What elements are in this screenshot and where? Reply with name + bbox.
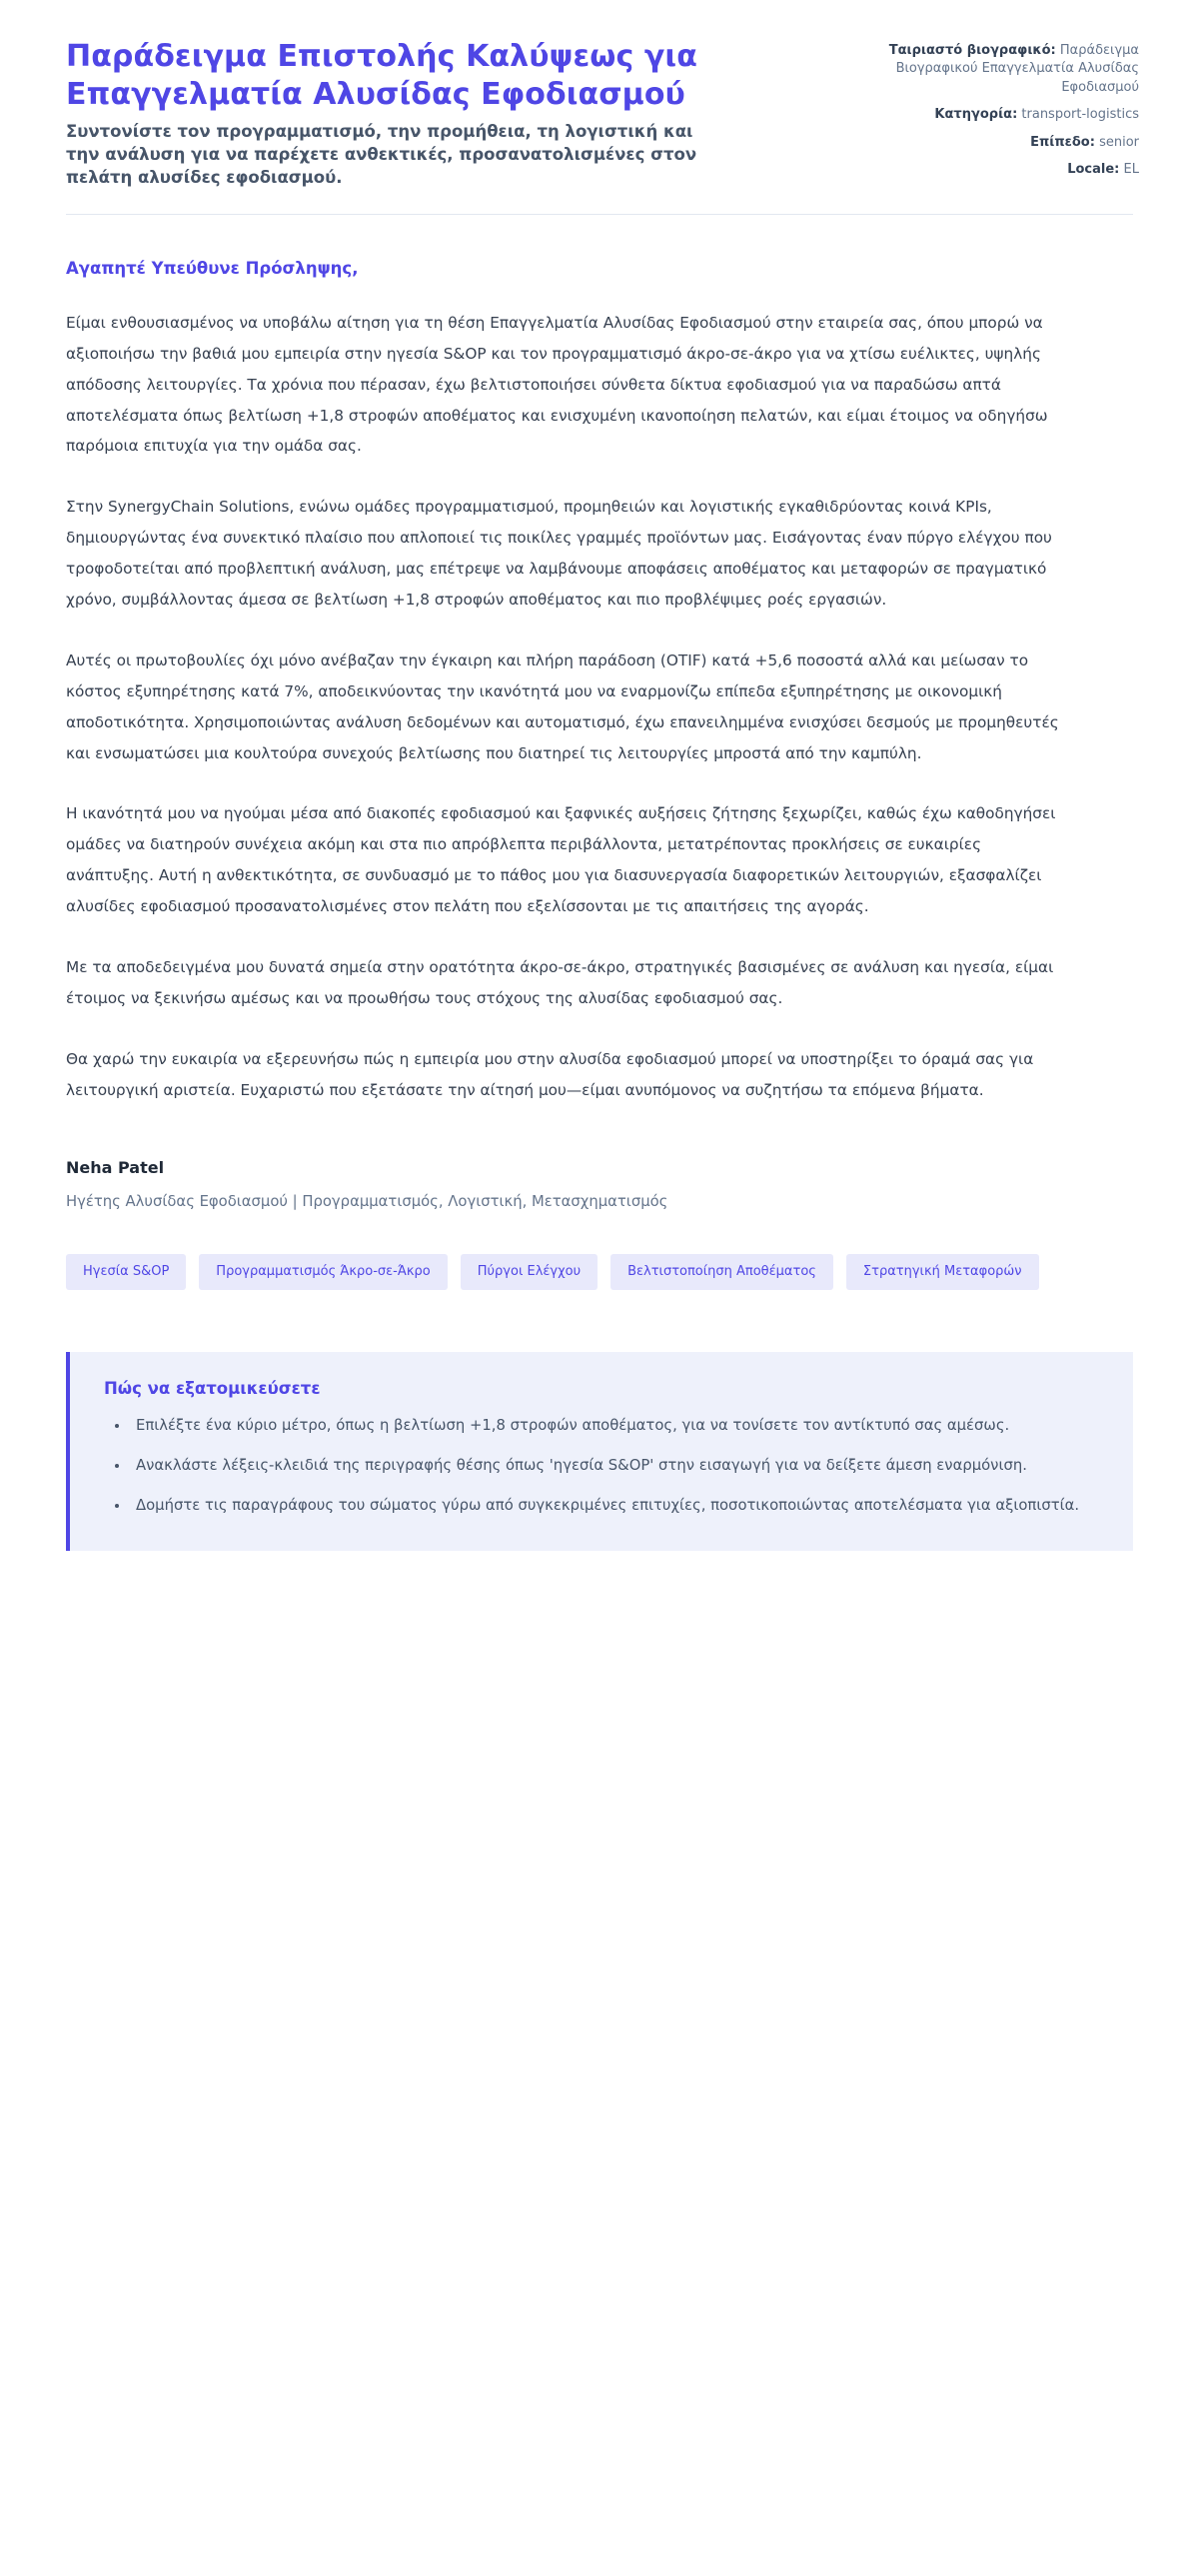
metadata-locale: [839, 161, 1139, 179]
tips-list-item: • Ανακλάστε λέξεις-κλειδιά της περιγραφής θέσης όπως 'ηγεσία S&OP' στην εισαγωγή για να δείξετε άμεση εναρμόνιση.: [130, 1453, 1099, 1478]
tag-list: [66, 1254, 1075, 1290]
locale-label: Locale:: [1067, 162, 1120, 178]
header-divider: [66, 214, 1133, 215]
tips-list-item: • Δομήστε τις παραγράφους του σώματος γύρω από συγκεκριμένες επιτυχίες, ποσοτικοποιώντας αποτελέσματα για αξιοπιστία.: [130, 1493, 1099, 1518]
metadata-category: [839, 106, 1139, 124]
category-value: transport-logistics: [1021, 107, 1139, 123]
letter-paragraph: Είμαι ενθουσιασμένος να υποβάλω αίτηση για τη θέση Επαγγελματία Αλυσίδας Εφοδιασμού στην εταιρεία σας, όπου μπορώ να αξιοποιήσω την βαθιά μου εμπειρία στην ηγεσία S&OP και τον προγραμματισμό άκρο-σε-άκρο για να χτίσω ευέλικτες, υψηλής απόδοσης λειτουργίες. Τα χρόνια που πέρασαν, έχω βελτιστοποιήσει σύνθετα δίκτυα εφοδιασμού για να παραδώσω απτά αποτελέσματα όπως βελτίωση +1,8 στροφών αποθέματος και ενισχυμένη ικανοποίηση πελατών, και είμαι έτοιμος να οδηγήσω παρόμοια επιτυχία για την ομάδα σας.: [66, 313, 1048, 456]
letter-paragraph: Αυτές οι πρωτοβουλίες όχι μόνο ανέβαζαν την έγκαιρη και πλήρη παράδοση (OTIF) κατά +5,6 ποσοστά αλλά και μείωσαν το κόστος εξυπηρέτησης κατά 7%, αποδεικνύοντας την ικανότητά μου να εναρμονίζω επίπεδα εξυπηρέτησης με οικονομική αποδοτικότητα. Χρησιμοποιώντας ανάλυση δεδομένων και αυτοματισμό, έχω επανειλημμένα ενισχύσει δεσμούς με προμηθευτές και ενσωματώσει μια κουλτούρα συνεχούς βελτίωσης που διατηρεί τις λειτουργίες μπροστά από την καμπύλη.: [66, 650, 1059, 762]
level-value: senior: [1099, 134, 1139, 150]
matching-resume-label: Ταιριαστό βιογραφικό:: [888, 43, 1056, 58]
category-label: Κατηγορία:: [934, 107, 1018, 123]
tag-item[interactable]: Στρατηγική Μεταφορών: [846, 1254, 1039, 1290]
page-header: [0, 0, 1199, 190]
letter-paragraph: Με τα αποδεδειγμένα μου δυνατά σημεία στην ορατότητα άκρο-σε-άκρο, στρατηγικές βασισμένες σε ανάλυση και ηγεσία, είμαι έτοιμος να ξεκινήσω αμέσως και να προωθήσω τους στόχους της αλυσίδας εφοδιασμού σας.: [66, 958, 1054, 1007]
tips-list: [104, 1413, 1099, 1519]
page-title: Παράδειγμα Επιστολής Καλύψεως για Επαγγελματία Αλυσίδας Εφοδιασμού: [66, 39, 697, 112]
tag-item[interactable]: Προγραμματισμός Άκρο-σε-Άκρο: [199, 1254, 447, 1290]
signature-block: [66, 1158, 1133, 1210]
matching-resume-value: Παράδειγμα Βιογραφικού Επαγγελματία Αλυσίδας Εφοδιασμού: [895, 43, 1139, 95]
tips-list-item: • Επιλέξτε ένα κύριο μέτρο, όπως η βελτίωση +1,8 στροφών αποθέματος, για να τονίσετε τον αντίκτυπό σας αμέσως.: [130, 1413, 1099, 1438]
document-metadata: [839, 38, 1139, 180]
letter-paragraph: Η ικανότητά μου να ηγούμαι μέσα από διακοπές εφοδιασμού και ξαφνικές αυξήσεις ζήτησης ξεχωρίζει, καθώς έχω καθοδηγήσει ομάδες να διατηρούν συνέχεια ακόμη και στα πιο απρόβλεπτα περιβάλλοντα, μετατρέποντας προκλήσεις σε ευκαιρίες ανάπτυξης. Αυτή η ανθεκτικότητα, σε συνδυασμό με το πάθος μου για διασυνεργασία διαφορετικών λειτουργιών, εξασφαλίζει αλυσίδες εφοδιασμού προσανατολισμένες στον πελάτη που εξελίσσονται με τις απαιτήσεις της αγοράς.: [66, 804, 1056, 916]
metadata-matching-resume: [839, 42, 1139, 97]
personalization-tips-panel: [66, 1352, 1133, 1551]
tag-item[interactable]: Βελτιστοποίηση Αποθέματος: [610, 1254, 833, 1290]
signature-name: Neha Patel: [66, 1157, 165, 1177]
letter-paragraph: Θα χαρώ την ευκαιρία να εξερευνήσω πώς η εμπειρία μου στην αλυσίδα εφοδιασμού μπορεί να υποστηρίξει το όραμά σας για λειτουργική αριστεία. Ευχαριστώ που εξετάσατε την αίτησή μου—είμαι ανυπόμονος να συζητήσω τα επόμενα βήματα.: [66, 1049, 1034, 1099]
tag-item[interactable]: Ηγεσία S&OP: [66, 1254, 186, 1290]
letter-paragraph: Στην SynergyChain Solutions, ενώνω ομάδες προγραμματισμού, προμηθειών και λογιστικής εγκαθιδρύοντας κοινά KPIs, δημιουργώντας ένα συνεκτικό πλαίσιο που απλοποιεί τις ποικίλες γραμμές προϊόντων μας. Εισάγοντας έναν πύργο ελέγχου που τροφοδοτείται από προβλεπτική ανάλυση, μας επέτρεψε να λαμβάνουμε αποφάσεις αποθέματος και μεταφορών σε πραγματικό χρόνο, συμβάλλοντας άμεσα σε βελτίωση +1,8 στροφών αποθέματος και πιο προβλέψιμες ροές εργασιών.: [66, 498, 1052, 609]
header-title-block: [66, 38, 705, 190]
level-label: Επίπεδο:: [1030, 134, 1095, 150]
letter-body: [0, 259, 1199, 1290]
locale-value: EL: [1123, 162, 1139, 178]
page-subtitle: Συντονίστε τον προγραμματισμό, την προμήθεια, τη λογιστική και την ανάλυση για να παρέχετε ανθεκτικές, προσανατολισμένες στον πελάτη αλυσίδες εφοδιασμού.: [66, 121, 697, 188]
tips-title: Πώς να εξατομικεύσετε: [104, 1378, 321, 1398]
signature-role: Ηγέτης Αλυσίδας Εφοδιασμού | Προγραμματισμός, Λογιστική, Μετασχηματισμός: [66, 1192, 668, 1210]
letter-salutation: Αγαπητέ Υπεύθυνε Πρόσληψης,: [66, 258, 359, 278]
metadata-level: [839, 134, 1139, 152]
tag-item[interactable]: Πύργοι Ελέγχου: [461, 1254, 598, 1290]
